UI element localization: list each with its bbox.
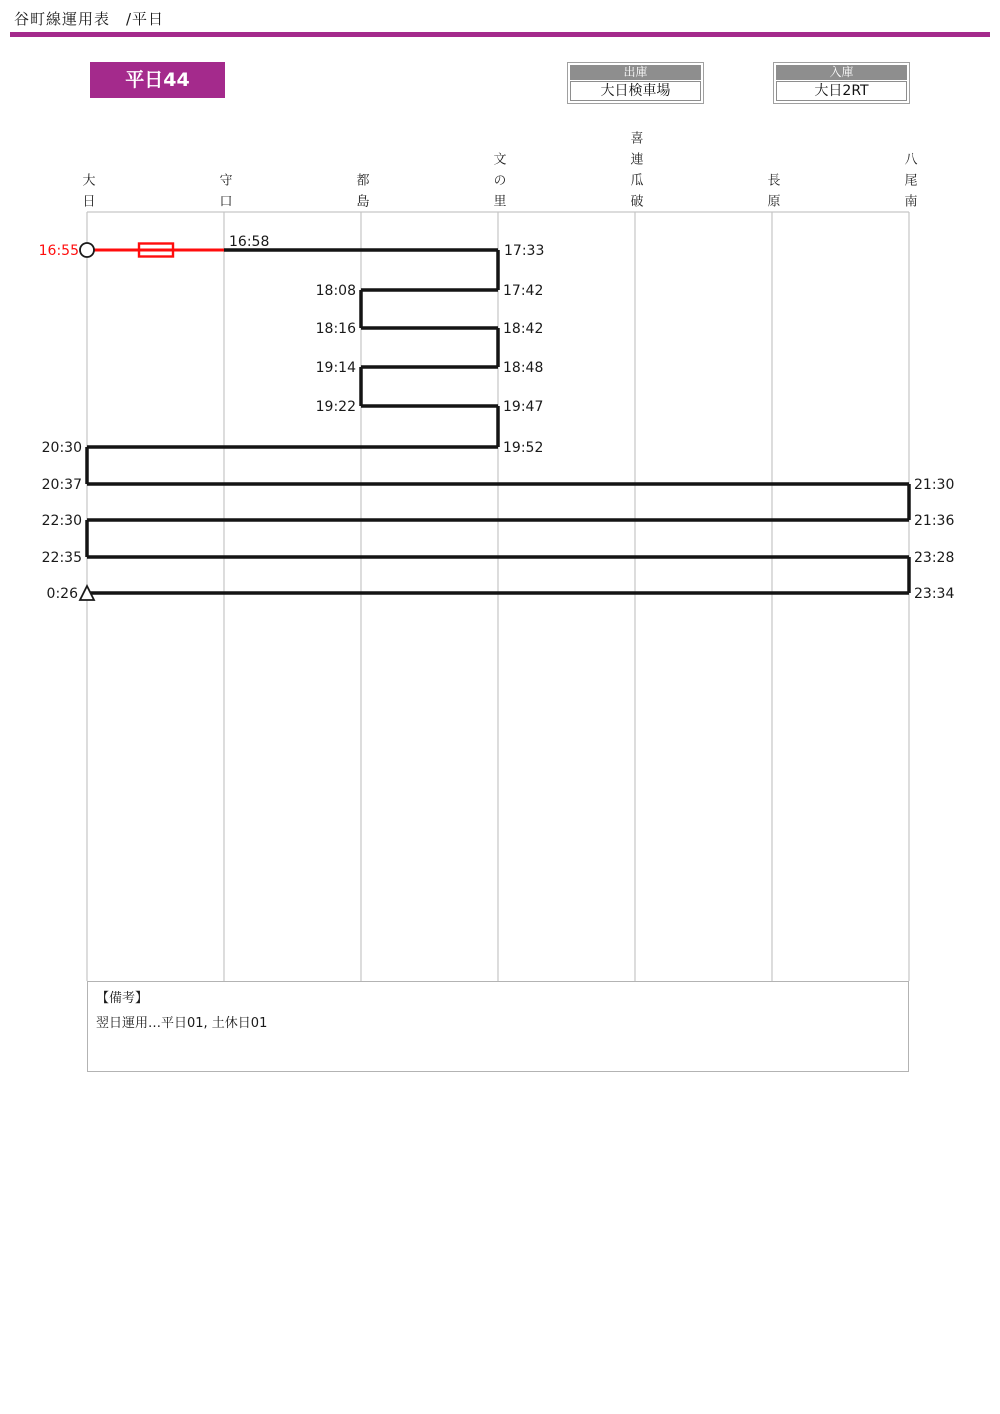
time-label: 23:28 — [914, 550, 955, 566]
depot-in-value: 大日2RT — [776, 81, 907, 101]
depot-out-label: 出庫 — [570, 65, 701, 80]
station-label-4: 喜連瓜破 — [627, 131, 643, 215]
station-label-0: 大日 — [79, 173, 95, 215]
time-label: 0:26 — [46, 586, 78, 602]
time-label: 21:36 — [914, 513, 955, 529]
station-label-3: 文の里 — [490, 152, 506, 215]
time-label: 22:35 — [41, 550, 82, 566]
time-label: 20:30 — [41, 440, 82, 456]
time-label: 19:47 — [503, 399, 544, 415]
time-label: 21:30 — [914, 477, 955, 493]
time-label: 18:16 — [315, 321, 356, 337]
time-label: 17:33 — [504, 243, 545, 259]
station-label-2: 都島 — [353, 173, 369, 215]
time-label: 16:55 — [38, 243, 79, 259]
time-label: 18:08 — [315, 283, 356, 299]
time-label: 19:52 — [503, 440, 544, 456]
station-label-5: 長原 — [764, 173, 780, 215]
time-label: 18:42 — [503, 321, 544, 337]
depot-departure-circle — [80, 243, 94, 257]
time-label: 18:48 — [503, 360, 544, 376]
duty-badge: 平日44 — [90, 62, 225, 98]
remarks-text: 翌日運用…平日01, 土休日01 — [96, 1016, 268, 1031]
remarks-box — [87, 981, 909, 1072]
time-label: 16:58 — [229, 234, 270, 250]
time-label: 17:42 — [503, 283, 544, 299]
station-label-6: 八尾南 — [901, 152, 917, 215]
remarks-title: 【備考】 — [96, 991, 149, 1006]
time-label: 23:34 — [914, 586, 955, 602]
time-label: 19:14 — [315, 360, 356, 376]
depot-out-value: 大日検車場 — [570, 81, 701, 101]
time-label: 22:30 — [41, 513, 82, 529]
depot-in-label: 入庫 — [776, 65, 907, 80]
station-label-1: 守口 — [216, 173, 232, 215]
time-label: 19:22 — [315, 399, 356, 415]
time-label: 20:37 — [41, 477, 82, 493]
page-title: 谷町線運用表 /平日 — [14, 10, 165, 28]
